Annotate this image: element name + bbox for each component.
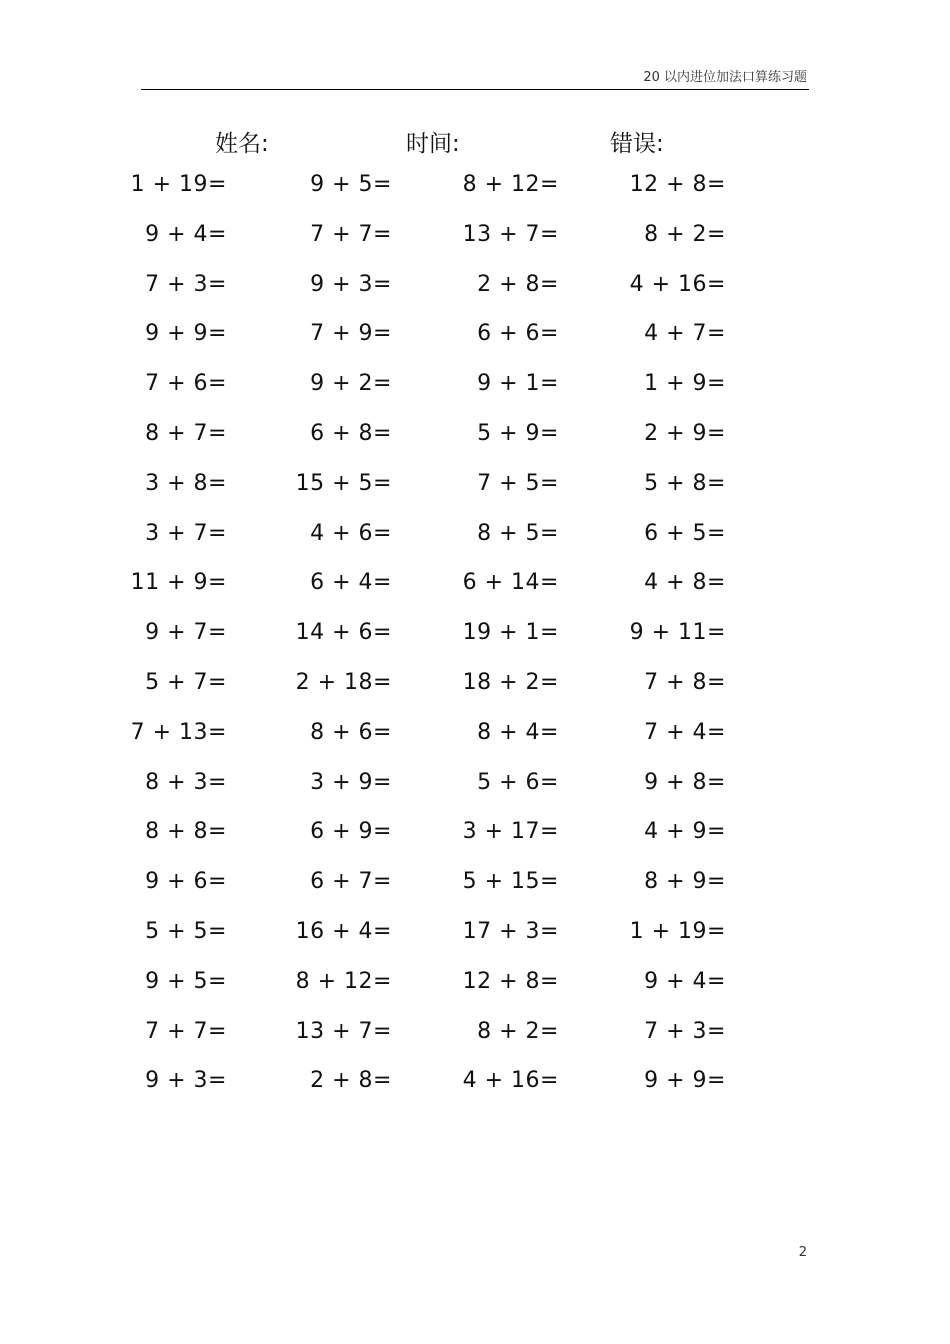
problem-item: 7 + 3= bbox=[145, 271, 227, 297]
problem-item: 9 + 2= bbox=[310, 371, 392, 397]
problem-row bbox=[0, 272, 950, 322]
problem-row bbox=[0, 969, 950, 1019]
problem-item: 4 + 16= bbox=[462, 1068, 559, 1094]
problem-item: 6 + 5= bbox=[644, 520, 726, 546]
problem-row bbox=[0, 819, 950, 869]
problem-row bbox=[0, 670, 950, 720]
problem-item: 9 + 6= bbox=[145, 869, 227, 895]
problem-item: 8 + 12= bbox=[462, 172, 559, 197]
problem-item: 2 + 18= bbox=[295, 669, 392, 695]
header-rule bbox=[141, 89, 809, 90]
problem-item: 6 + 9= bbox=[310, 819, 392, 845]
problem-item: 6 + 6= bbox=[477, 321, 559, 347]
problem-row bbox=[0, 1019, 950, 1069]
problem-row bbox=[0, 321, 950, 371]
problem-item: 7 + 8= bbox=[644, 669, 726, 695]
problem-row bbox=[0, 869, 950, 919]
page-number: 2 bbox=[798, 1245, 807, 1260]
problem-row bbox=[0, 620, 950, 670]
problem-item: 2 + 8= bbox=[310, 1068, 392, 1094]
problem-item: 7 + 3= bbox=[644, 1018, 726, 1044]
problem-item: 9 + 11= bbox=[629, 620, 726, 646]
problem-item: 9 + 3= bbox=[145, 1068, 227, 1094]
problem-item: 5 + 6= bbox=[477, 769, 559, 795]
problem-grid bbox=[0, 172, 950, 1118]
problem-item: 9 + 8= bbox=[644, 769, 726, 795]
problem-item: 8 + 2= bbox=[477, 1018, 559, 1044]
problem-item: 13 + 7= bbox=[462, 221, 559, 247]
problem-item: 5 + 8= bbox=[644, 470, 726, 496]
problem-row bbox=[0, 570, 950, 620]
problem-item: 7 + 9= bbox=[310, 321, 392, 347]
info-row bbox=[0, 125, 950, 161]
problem-item: 16 + 4= bbox=[295, 918, 392, 944]
problem-row bbox=[0, 521, 950, 571]
errors-label: 错误: bbox=[610, 131, 664, 157]
problem-item: 7 + 4= bbox=[644, 719, 726, 745]
problem-item: 8 + 7= bbox=[145, 420, 227, 446]
header-title: 20 以内进位加法口算练习题 bbox=[643, 70, 807, 85]
problem-row bbox=[0, 471, 950, 521]
problem-item: 8 + 12= bbox=[295, 968, 392, 994]
problem-item: 8 + 9= bbox=[644, 869, 726, 895]
problem-item: 6 + 4= bbox=[310, 570, 392, 596]
problem-item: 14 + 6= bbox=[295, 620, 392, 646]
problem-item: 1 + 19= bbox=[130, 172, 227, 197]
problem-item: 6 + 7= bbox=[310, 869, 392, 895]
problem-item: 8 + 3= bbox=[145, 769, 227, 795]
problem-item: 3 + 7= bbox=[145, 520, 227, 546]
problem-item: 4 + 8= bbox=[644, 570, 726, 596]
problem-item: 9 + 9= bbox=[145, 321, 227, 347]
problem-row bbox=[0, 1068, 950, 1118]
problem-item: 8 + 4= bbox=[477, 719, 559, 745]
problem-item: 13 + 7= bbox=[295, 1018, 392, 1044]
problem-item: 3 + 17= bbox=[462, 819, 559, 845]
time-label: 时间: bbox=[406, 131, 460, 157]
problem-item: 6 + 14= bbox=[462, 570, 559, 596]
problem-row bbox=[0, 421, 950, 471]
problem-item: 5 + 7= bbox=[145, 669, 227, 695]
problem-item: 9 + 5= bbox=[145, 968, 227, 994]
problem-item: 8 + 5= bbox=[477, 520, 559, 546]
problem-item: 7 + 6= bbox=[145, 371, 227, 397]
problem-item: 7 + 7= bbox=[310, 221, 392, 247]
problem-item: 4 + 16= bbox=[629, 271, 726, 297]
problem-item: 4 + 7= bbox=[644, 321, 726, 347]
problem-item: 19 + 1= bbox=[462, 620, 559, 646]
problem-item: 2 + 8= bbox=[477, 271, 559, 297]
problem-item: 7 + 13= bbox=[130, 719, 227, 745]
problem-item: 9 + 1= bbox=[477, 371, 559, 397]
problem-item: 12 + 8= bbox=[462, 968, 559, 994]
problem-item: 5 + 15= bbox=[462, 869, 559, 895]
problem-item: 9 + 4= bbox=[644, 968, 726, 994]
problem-item: 8 + 6= bbox=[310, 719, 392, 745]
problem-item: 9 + 7= bbox=[145, 620, 227, 646]
problem-item: 18 + 2= bbox=[462, 669, 559, 695]
problem-item: 9 + 4= bbox=[145, 221, 227, 247]
problem-item: 12 + 8= bbox=[629, 172, 726, 197]
problem-item: 1 + 19= bbox=[629, 918, 726, 944]
problem-row bbox=[0, 172, 950, 222]
problem-item: 7 + 7= bbox=[145, 1018, 227, 1044]
problem-item: 8 + 8= bbox=[145, 819, 227, 845]
problem-row bbox=[0, 720, 950, 770]
problem-item: 4 + 6= bbox=[310, 520, 392, 546]
problem-item: 5 + 9= bbox=[477, 420, 559, 446]
problem-item: 9 + 3= bbox=[310, 271, 392, 297]
problem-item: 4 + 9= bbox=[644, 819, 726, 845]
problem-item: 17 + 3= bbox=[462, 918, 559, 944]
problem-item: 5 + 5= bbox=[145, 918, 227, 944]
name-label: 姓名: bbox=[215, 131, 269, 157]
problem-row bbox=[0, 371, 950, 421]
problem-item: 15 + 5= bbox=[295, 470, 392, 496]
problem-row bbox=[0, 770, 950, 820]
problem-item: 7 + 5= bbox=[477, 470, 559, 496]
problem-row bbox=[0, 919, 950, 969]
problem-item: 2 + 9= bbox=[644, 420, 726, 446]
problem-item: 9 + 9= bbox=[644, 1068, 726, 1094]
problem-item: 1 + 9= bbox=[644, 371, 726, 397]
problem-row bbox=[0, 222, 950, 272]
problem-item: 3 + 8= bbox=[145, 470, 227, 496]
problem-item: 11 + 9= bbox=[130, 570, 227, 596]
problem-item: 8 + 2= bbox=[644, 221, 726, 247]
problem-item: 9 + 5= bbox=[310, 172, 392, 197]
problem-item: 3 + 9= bbox=[310, 769, 392, 795]
problem-item: 6 + 8= bbox=[310, 420, 392, 446]
